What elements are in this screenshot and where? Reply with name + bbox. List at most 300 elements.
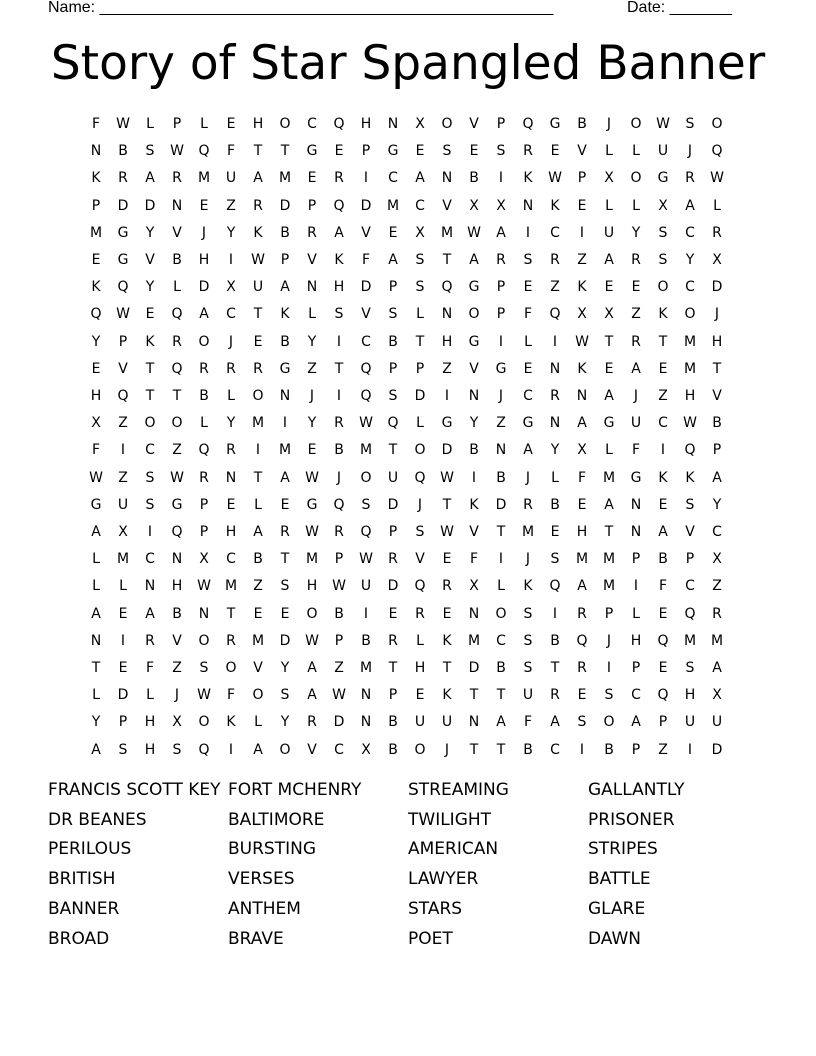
grid-letter: U xyxy=(603,224,615,241)
word-list-item: LAWYER xyxy=(408,869,479,890)
grid-letter: E xyxy=(631,279,641,296)
grid-letter: Q xyxy=(360,388,372,404)
grid-letter: O xyxy=(414,442,426,459)
grid-letter: T xyxy=(253,143,263,160)
grid-row xyxy=(82,359,732,379)
grid-letter: C xyxy=(658,415,668,432)
grid-letter: K xyxy=(280,306,290,323)
grid-letter: X xyxy=(577,306,587,323)
word-list-item: AMERICAN xyxy=(408,839,499,860)
grid-letter: B xyxy=(280,333,290,350)
grid-letter: M xyxy=(116,551,130,568)
grid-letter: O xyxy=(252,687,264,704)
grid-letter: U xyxy=(225,170,237,187)
grid-letter: N xyxy=(90,143,102,160)
grid-letter: A xyxy=(685,197,695,214)
grid-letter: N xyxy=(171,551,183,568)
grid-letter: R xyxy=(550,687,560,704)
grid-letter: T xyxy=(469,741,479,758)
grid-letter: Z xyxy=(118,469,128,486)
word-list-item: VERSES xyxy=(228,869,295,890)
grid-letter: D xyxy=(711,279,723,296)
grid-letter: T xyxy=(604,333,614,350)
grid-letter: T xyxy=(415,333,425,350)
grid-letter: K xyxy=(253,224,263,241)
grid-letter: M xyxy=(602,551,616,568)
grid-letter: T xyxy=(253,306,263,323)
grid-letter: M xyxy=(197,170,211,187)
grid-letter: A xyxy=(253,741,263,758)
grid-letter: T xyxy=(712,360,722,377)
grid-letter: D xyxy=(387,578,399,595)
grid-letter: W xyxy=(710,170,724,187)
grid-letter: X xyxy=(91,415,101,432)
grid-letter: B xyxy=(469,442,479,459)
grid-letter: E xyxy=(253,333,263,350)
grid-letter: B xyxy=(388,741,398,758)
grid-letter: J xyxy=(687,143,693,160)
grid-letter: A xyxy=(523,442,533,459)
grid-letter: M xyxy=(89,224,103,241)
grid-letter: S xyxy=(415,524,425,540)
grid-letter: C xyxy=(226,306,236,323)
word-list-item: DAWN xyxy=(588,928,642,949)
grid-letter: E xyxy=(550,524,560,540)
grid-letter: R xyxy=(415,605,425,622)
grid-letter: I xyxy=(498,170,504,187)
grid-letter: E xyxy=(199,197,209,214)
grid-letter: H xyxy=(441,333,453,350)
grid-row xyxy=(82,522,732,542)
grid-letter: V xyxy=(145,252,155,268)
grid-letter: W xyxy=(170,143,184,160)
word-list-item: FORT MCHENRY xyxy=(228,780,362,800)
grid-letter: A xyxy=(712,660,722,676)
grid-letter: C xyxy=(631,687,641,704)
grid-letter: Q xyxy=(171,524,183,540)
grid-letter: S xyxy=(685,116,695,132)
word-list-item: BURSTING xyxy=(228,839,316,860)
word-list-item: STRIPES xyxy=(588,839,658,860)
grid-letter: C xyxy=(307,116,317,132)
grid-letter: V xyxy=(577,143,587,160)
grid-letter: R xyxy=(577,605,587,622)
grid-letter: W xyxy=(305,469,319,486)
grid-letter: A xyxy=(388,252,398,268)
grid-letter: X xyxy=(415,224,425,241)
grid-letter: M xyxy=(440,224,454,241)
grid-letter: E xyxy=(577,496,587,513)
grid-letter: J xyxy=(417,496,423,513)
grid-letter: F xyxy=(361,252,371,268)
grid-letter: I xyxy=(228,252,234,268)
grid-letter: O xyxy=(144,415,156,432)
grid-letter: R xyxy=(199,360,209,377)
grid-letter: P xyxy=(91,197,101,214)
grid-letter: O xyxy=(468,306,480,323)
grid-letter: T xyxy=(172,388,182,404)
grid-letter: Z xyxy=(496,415,506,432)
grid-letter: C xyxy=(361,333,371,350)
grid-letter: H xyxy=(144,741,156,758)
grid-letter: N xyxy=(225,469,237,486)
grid-letter: O xyxy=(198,632,210,649)
grid-letter: S xyxy=(145,143,155,160)
grid-letter: L xyxy=(551,469,559,486)
grid-letter: D xyxy=(360,197,372,214)
grid-letter: J xyxy=(228,333,234,350)
grid-letter: U xyxy=(522,687,534,704)
grid-letter: I xyxy=(498,551,504,568)
grid-letter: T xyxy=(145,388,155,404)
grid-letter: F xyxy=(523,714,533,731)
grid-row xyxy=(82,304,732,324)
grid-letter: O xyxy=(252,388,264,404)
grid-letter: Q xyxy=(441,279,453,296)
grid-letter: A xyxy=(496,714,506,731)
grid-letter: W xyxy=(305,524,319,540)
grid-letter: A xyxy=(550,714,560,731)
grid-row xyxy=(82,468,732,488)
grid-letter: H xyxy=(333,279,345,296)
grid-letter: P xyxy=(496,306,506,323)
grid-letter: E xyxy=(604,279,614,296)
grid-letter: P xyxy=(685,551,695,568)
grid-letter: D xyxy=(441,442,453,459)
grid-row xyxy=(82,576,732,596)
grid-letter: C xyxy=(550,741,560,758)
grid-letter: Y xyxy=(550,442,560,459)
grid-letter: Y xyxy=(226,224,236,241)
grid-letter: D xyxy=(198,279,210,296)
grid-letter: A xyxy=(415,170,425,187)
grid-letter: R xyxy=(631,333,641,350)
grid-letter: J xyxy=(633,388,639,404)
grid-letter: O xyxy=(306,605,318,622)
name-field-label: Name: ___________________________________________________ xyxy=(48,0,554,16)
grid-letter: D xyxy=(387,496,399,513)
grid-letter: F xyxy=(658,578,668,595)
grid-letter: L xyxy=(173,279,181,296)
grid-letter: F xyxy=(226,143,236,160)
grid-letter: S xyxy=(118,741,128,758)
grid-letter: B xyxy=(550,632,560,649)
grid-letter: Y xyxy=(631,224,641,241)
grid-letter: K xyxy=(442,687,452,704)
grid-letter: A xyxy=(577,415,587,432)
grid-letter: B xyxy=(388,714,398,731)
grid-letter: U xyxy=(441,714,453,731)
grid-letter: G xyxy=(495,360,507,377)
grid-letter: N xyxy=(549,415,561,432)
grid-letter: W xyxy=(548,170,562,187)
grid-letter: N xyxy=(468,605,480,622)
grid-letter: U xyxy=(387,469,399,486)
grid-letter: B xyxy=(172,252,182,268)
grid-letter: X xyxy=(469,197,479,214)
word-list-item: BATTLE xyxy=(588,869,651,890)
grid-letter: M xyxy=(359,442,373,459)
grid-letter: E xyxy=(469,143,479,160)
grid-letter: I xyxy=(552,333,558,350)
grid-letter: S xyxy=(523,632,533,649)
grid-letter: H xyxy=(171,578,183,595)
grid-row xyxy=(82,685,732,705)
grid-letter: F xyxy=(577,469,587,486)
grid-letter: M xyxy=(602,469,616,486)
grid-letter: P xyxy=(334,551,344,568)
grid-letter: X xyxy=(712,687,722,704)
grid-letter: A xyxy=(658,524,668,540)
grid-letter: R xyxy=(496,252,506,268)
grid-letter: J xyxy=(309,388,315,404)
grid-letter: P xyxy=(712,442,722,459)
grid-letter: O xyxy=(495,605,507,622)
grid-letter: V xyxy=(415,551,425,568)
grid-letter: B xyxy=(253,551,263,568)
grid-letter: P xyxy=(388,687,398,704)
grid-letter: G xyxy=(468,333,480,350)
grid-letter: N xyxy=(522,197,534,214)
grid-letter: T xyxy=(469,687,479,704)
grid-row xyxy=(82,712,732,732)
grid-letter: V xyxy=(172,224,182,241)
grid-letter: O xyxy=(279,741,291,758)
grid-letter: Z xyxy=(307,360,317,377)
grid-letter: N xyxy=(360,687,372,704)
grid-letter: V xyxy=(118,360,128,377)
grid-letter: E xyxy=(658,660,668,676)
word-list xyxy=(48,776,768,966)
grid-letter: I xyxy=(579,741,585,758)
grid-letter: K xyxy=(523,578,533,595)
grid-row xyxy=(82,495,732,515)
word-list-item: STARS xyxy=(408,898,463,919)
grid-letter: A xyxy=(577,578,587,595)
grid-letter: F xyxy=(469,551,479,568)
grid-letter: N xyxy=(90,632,102,649)
grid-letter: J xyxy=(606,116,612,132)
grid-letter: L xyxy=(227,388,235,404)
grid-letter: X xyxy=(226,279,236,296)
grid-letter: I xyxy=(498,333,504,350)
grid-letter: X xyxy=(172,714,182,731)
grid-letter: H xyxy=(414,660,426,676)
grid-letter: Y xyxy=(145,279,155,296)
grid-letter: V xyxy=(253,660,263,676)
grid-letter: W xyxy=(305,632,319,649)
grid-letter: Q xyxy=(198,143,210,160)
grid-letter: P xyxy=(496,116,506,132)
grid-letter: R xyxy=(523,496,533,513)
grid-letter: R xyxy=(307,224,317,241)
grid-letter: S xyxy=(415,252,425,268)
grid-letter: V xyxy=(712,388,722,404)
grid-letter: S xyxy=(658,224,668,241)
grid-letter: J xyxy=(714,306,720,323)
grid-letter: E xyxy=(280,605,290,622)
grid-letter: C xyxy=(523,388,533,404)
grid-letter: D xyxy=(279,632,291,649)
grid-letter: N xyxy=(468,714,480,731)
grid-letter: B xyxy=(712,415,722,432)
grid-letter: R xyxy=(334,415,344,432)
grid-letter: E xyxy=(334,143,344,160)
grid-letter: J xyxy=(201,224,207,241)
grid-letter: E xyxy=(388,224,398,241)
grid-letter: J xyxy=(525,469,531,486)
grid-letter: R xyxy=(388,632,398,649)
grid-letter: X xyxy=(577,442,587,459)
grid-letter: Z xyxy=(712,578,722,595)
grid-letter: N xyxy=(360,714,372,731)
grid-letter: W xyxy=(197,578,211,595)
grid-letter: V xyxy=(442,197,452,214)
grid-letter: B xyxy=(334,605,344,622)
grid-letter: G xyxy=(171,496,183,513)
grid-letter: H xyxy=(198,252,210,268)
grid-letter: R xyxy=(334,524,344,540)
grid-letter: I xyxy=(687,741,693,758)
grid-letter: O xyxy=(630,116,642,132)
grid-letter: Q xyxy=(360,524,372,540)
grid-letter: O xyxy=(630,170,642,187)
word-list-item: FRANCIS SCOTT KEY xyxy=(48,780,221,800)
grid-letter: X xyxy=(604,170,614,187)
grid-letter: J xyxy=(444,741,450,758)
grid-letter: E xyxy=(658,360,668,377)
grid-letter: R xyxy=(550,252,560,268)
grid-letter: Y xyxy=(91,714,101,731)
grid-letter: R xyxy=(253,360,263,377)
grid-letter: B xyxy=(604,741,614,758)
grid-letter: A xyxy=(199,306,209,323)
grid-letter: M xyxy=(278,442,292,459)
grid-letter: P xyxy=(199,496,209,513)
grid-letter: F xyxy=(91,116,101,132)
grid-letter: A xyxy=(334,224,344,241)
grid-letter: S xyxy=(388,388,398,404)
grid-letter: E xyxy=(577,687,587,704)
grid-letter: X xyxy=(118,524,128,540)
grid-letter: W xyxy=(440,524,454,540)
grid-row xyxy=(82,631,732,651)
grid-letter: W xyxy=(197,687,211,704)
grid-letter: Q xyxy=(198,442,210,459)
grid-letter: W xyxy=(359,415,373,432)
grid-letter: Q xyxy=(333,496,345,513)
grid-letter: U xyxy=(252,279,264,296)
grid-letter: C xyxy=(145,442,155,459)
grid-letter: G xyxy=(306,496,318,513)
grid-letter: T xyxy=(550,660,560,676)
grid-letter: P xyxy=(658,714,668,731)
grid-letter: R xyxy=(226,360,236,377)
grid-letter: Q xyxy=(117,388,129,404)
grid-letter: E xyxy=(280,496,290,513)
grid-letter: G xyxy=(90,496,102,513)
grid-letter: G xyxy=(468,279,480,296)
grid-letter: H xyxy=(630,632,642,649)
grid-letter: I xyxy=(363,605,369,622)
grid-letter: S xyxy=(658,252,668,268)
grid-letter: S xyxy=(280,578,290,595)
grid-letter: X xyxy=(712,252,722,268)
grid-letter: L xyxy=(605,143,613,160)
grid-row xyxy=(82,386,732,406)
grid-letter: Q xyxy=(684,442,696,459)
grid-letter: S xyxy=(685,660,695,676)
grid-letter: L xyxy=(254,496,262,513)
grid-letter: S xyxy=(388,306,398,323)
grid-letter: G xyxy=(657,170,669,187)
grid-letter: B xyxy=(496,469,506,486)
grid-letter: S xyxy=(334,306,344,323)
grid-letter: H xyxy=(90,388,102,404)
grid-letter: D xyxy=(333,714,345,731)
grid-letter: E xyxy=(550,143,560,160)
grid-letter: D xyxy=(468,660,480,676)
grid-letter: Z xyxy=(442,360,452,377)
grid-letter: P xyxy=(388,279,398,296)
grid-letter: Q xyxy=(414,469,426,486)
grid-letter: B xyxy=(172,605,182,622)
grid-letter: C xyxy=(415,197,425,214)
grid-letter: P xyxy=(631,741,641,758)
grid-letter: Q xyxy=(333,197,345,214)
grid-letter: P xyxy=(307,197,317,214)
grid-letter: G xyxy=(549,116,561,132)
grid-letter: D xyxy=(279,197,291,214)
grid-letter: S xyxy=(415,279,425,296)
grid-letter: P xyxy=(334,632,344,649)
grid-letter: Y xyxy=(226,415,236,432)
grid-letter: L xyxy=(713,197,721,214)
grid-letter: Q xyxy=(576,632,588,649)
grid-letter: N xyxy=(495,442,507,459)
grid-letter: T xyxy=(334,360,344,377)
grid-letter: L xyxy=(200,116,208,132)
grid-letter: L xyxy=(146,116,154,132)
grid-letter: A xyxy=(496,224,506,241)
grid-letter: I xyxy=(471,469,477,486)
grid-letter: Q xyxy=(198,741,210,758)
grid-letter: R xyxy=(631,252,641,268)
grid-letter: P xyxy=(361,143,371,160)
word-list-item: POET xyxy=(408,928,453,949)
grid-letter: E xyxy=(388,605,398,622)
grid-letter: E xyxy=(91,360,101,377)
grid-letter: A xyxy=(253,524,263,540)
grid-letter: T xyxy=(145,360,155,377)
word-list-item: BRAVE xyxy=(228,928,284,949)
grid-letter: C xyxy=(685,279,695,296)
page-title: Story of Star Spangled Banner xyxy=(50,36,766,91)
grid-letter: W xyxy=(332,578,346,595)
grid-letter: B xyxy=(469,170,479,187)
word-list-item: BANNER xyxy=(48,898,120,919)
grid-letter: D xyxy=(144,197,156,214)
grid-letter: Z xyxy=(253,578,263,595)
grid-letter: S xyxy=(577,714,587,731)
grid-letter: K xyxy=(226,714,236,731)
word-list-item: BROAD xyxy=(48,928,110,949)
grid-letter: R xyxy=(685,170,695,187)
grid-letter: N xyxy=(279,388,291,404)
grid-letter: R xyxy=(118,170,128,187)
grid-letter: A xyxy=(604,388,614,404)
grid-letter: T xyxy=(496,687,506,704)
